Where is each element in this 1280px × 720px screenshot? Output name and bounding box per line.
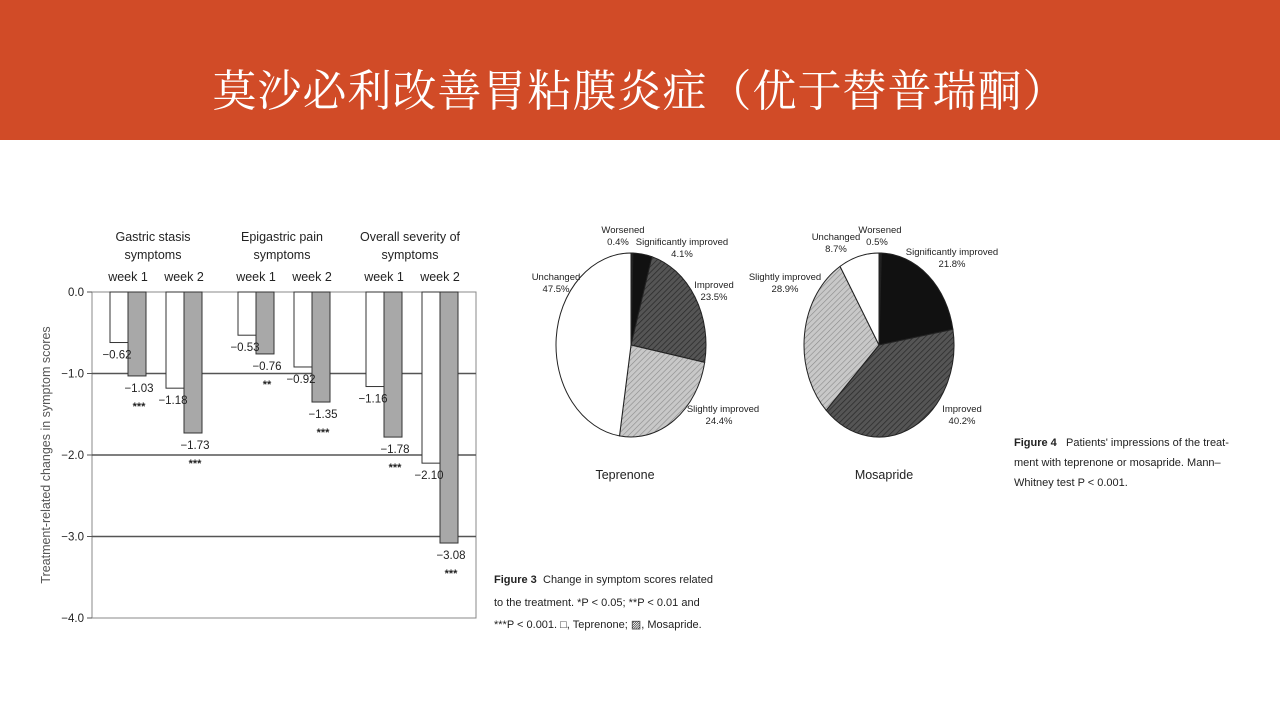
tep-value-unchanged: 47.5%	[542, 284, 570, 295]
group-header-gastric-line1: Gastric stasis	[115, 230, 191, 244]
bar-significance-label: ***	[132, 400, 146, 413]
bar-value-label-mosapride: −1.78	[380, 444, 410, 457]
pie-chart-mosapride	[804, 253, 954, 437]
bar-significance-label: ***	[316, 427, 330, 440]
group-header-epigastric-line2: symptoms	[253, 248, 311, 262]
tep-value-worsened: 0.4%	[607, 237, 629, 248]
bar-mosapride	[184, 292, 202, 433]
group-header-gastric-line2: symptoms	[124, 248, 182, 262]
tep-label-improved: Improved	[694, 280, 734, 291]
pie-title-mosapride: Mosapride	[854, 468, 914, 482]
bar-y-tick-label: 0.0	[68, 287, 84, 299]
tep-label-slightly: Slightly improved	[686, 404, 760, 415]
mos-label-unchanged: Unchanged	[811, 232, 861, 243]
slide-title: 莫沙必利改善胃粘膜炎症（优于替普瑞酮）	[212, 66, 1068, 117]
bar-mosapride	[384, 292, 402, 437]
tep-label-worsened: Worsened	[601, 225, 645, 236]
tep-label-sig: Significantly improved	[635, 237, 729, 248]
week-label: week 1	[364, 270, 404, 284]
bar-value-label-mosapride: −1.03	[124, 382, 154, 395]
bar-mosapride	[128, 292, 146, 376]
bar-y-tick-label: −4.0	[61, 613, 84, 625]
fig3-caption-line2: to the treatment. *P < 0.05; **P < 0.01 and	[494, 597, 700, 609]
bar-y-tick-label: −1.0	[61, 368, 84, 381]
mos-label-sig: Significantly improved	[905, 247, 999, 258]
tep-value-slightly: 24.4%	[705, 416, 733, 427]
bar-mosapride	[440, 292, 458, 543]
bar-significance-label: ***	[444, 568, 458, 581]
bar-y-tick-label: −3.0	[61, 531, 84, 544]
mos-value-worsened: 0.5%	[866, 237, 888, 248]
bar-y-axis-label: Treatment-related changes in symptom scores	[39, 326, 53, 584]
group-header-overall-line2: symptoms	[381, 248, 439, 262]
mos-value-improved: 40.2%	[948, 416, 976, 427]
bar-teprenone	[422, 292, 440, 463]
fig3-caption-label: Figure 3	[494, 574, 537, 586]
mos-label-worsened: Worsened	[858, 225, 902, 236]
group-header-epigastric-line1: Epigastric pain	[241, 230, 323, 244]
bar-teprenone	[110, 292, 128, 343]
bar-value-label-teprenone: −0.53	[230, 342, 260, 355]
week-label: week 2	[292, 270, 332, 284]
bar-significance-label: ***	[188, 457, 202, 470]
tep-value-improved: 23.5%	[700, 292, 728, 303]
mos-label-improved: Improved	[942, 404, 982, 415]
bar-teprenone	[166, 292, 184, 388]
bar-value-label-mosapride: −1.73	[180, 439, 210, 452]
bar-value-label-teprenone: −2.10	[414, 470, 444, 483]
mos-label-slightly: Slightly improved	[748, 272, 822, 283]
bar-value-label-mosapride: −0.76	[252, 360, 282, 373]
bar-value-label-mosapride: −3.08	[436, 550, 466, 563]
bar-teprenone	[366, 292, 384, 387]
bar-y-tick-label: −2.0	[61, 450, 84, 462]
group-header-overall-line1: Overall severity of	[359, 230, 461, 244]
bar-value-label-teprenone: −0.92	[286, 373, 316, 386]
bar-value-label-teprenone: −1.16	[358, 393, 388, 406]
fig4-caption-label: Figure 4	[1014, 437, 1057, 449]
bar-value-label-mosapride: −1.35	[308, 409, 338, 422]
bar-chart	[39, 270, 476, 625]
bar-significance-label: ***	[388, 462, 402, 475]
bar-teprenone	[294, 292, 312, 367]
bar-significance-label: **	[262, 378, 272, 391]
mos-value-slightly: 28.9%	[771, 284, 799, 295]
bar-teprenone	[238, 292, 256, 335]
mos-value-sig: 21.8%	[938, 259, 966, 270]
week-label: week 1	[236, 270, 276, 284]
tep-label-unchanged: Unchanged	[531, 272, 581, 283]
mos-value-unchanged: 8.7%	[825, 244, 847, 255]
fig4-caption-line1: Patients' impressions of the treat-	[1066, 437, 1229, 449]
fig4-caption-line2: ment with teprenone or mosapride. Mann–	[1014, 457, 1221, 469]
pie-title-teprenone: Teprenone	[595, 468, 655, 482]
tep-value-sig: 4.1%	[671, 249, 693, 260]
fig4-caption-line3: Whitney test P < 0.001.	[1014, 477, 1128, 489]
week-label: week 2	[420, 270, 460, 284]
fig3-caption-line3: ***P < 0.001. □, Teprenone; ▨, Mosapride.	[494, 619, 702, 631]
week-label: week 1	[108, 270, 148, 284]
bar-value-label-teprenone: −1.18	[158, 395, 188, 408]
fig3-caption-line1: Change in symptom scores related	[543, 574, 713, 586]
bar-value-label-teprenone: −0.62	[102, 349, 132, 362]
week-label: week 2	[164, 270, 204, 284]
